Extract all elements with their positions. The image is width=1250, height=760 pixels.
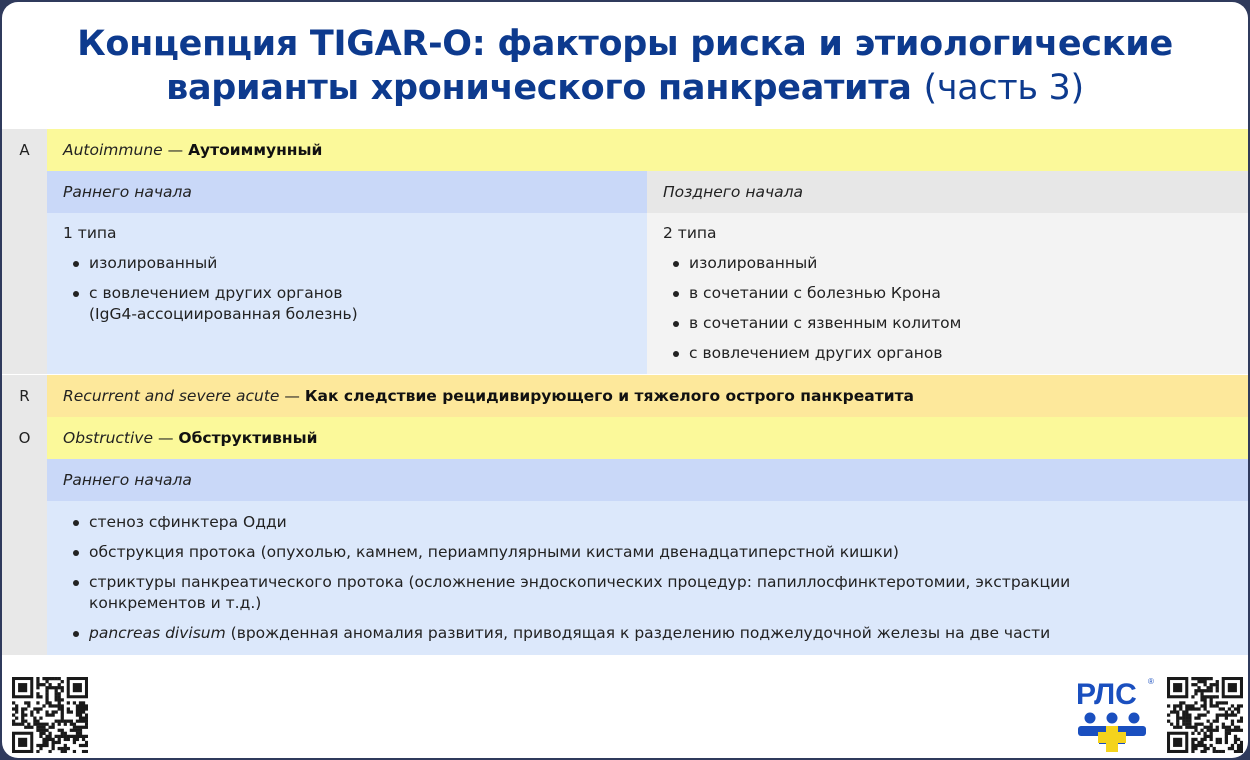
section-o-heading — [47, 417, 1248, 459]
list-item: стеноз сфинктера Одди — [63, 512, 1238, 533]
section-letter-a: A — [2, 129, 47, 171]
page-title — [2, 22, 1248, 110]
section-a-en: Autoimmune — [63, 141, 163, 159]
list-item: стриктуры панкреатического протока (осложнение эндоскопических процедур: папиллосфинктеротомии, экстракции — [63, 572, 1238, 593]
section-letter-o: O — [2, 417, 47, 459]
title-line-2-bold: варианты хронического панкреатита — [166, 68, 912, 108]
section-a-early-type: 1 типа — [63, 224, 117, 242]
title-line-1: Концепция TIGAR-O: факторы риска и этиологические — [77, 24, 1173, 64]
section-a-late-type: 2 типа — [663, 224, 717, 242]
list-item: обструкция протока (опухолью, камнем, периампулярными кистами двенадцатиперстной кишки) — [63, 542, 1238, 563]
section-o-ru: Обструктивный — [178, 429, 318, 447]
section-letter-r: R — [2, 375, 47, 417]
qr-code-left[interactable] — [12, 677, 88, 753]
section-r-ru: Как следствие рецидивирующего и тяжелого острого панкреатита — [304, 387, 915, 405]
rls-logo — [1074, 674, 1159, 754]
list-item: с вовлечением других органов — [63, 283, 637, 304]
list-item: в сочетании с болезнью Крона — [663, 283, 1238, 304]
card — [2, 2, 1248, 758]
section-o-body — [2, 459, 1248, 655]
section-a-early-label: Раннего начала — [47, 171, 647, 213]
section-r-en: Recurrent and severe acute — [63, 387, 280, 405]
section-r-heading — [47, 375, 1248, 417]
list-item-continuation: конкрементов и т.д.) — [89, 594, 262, 612]
section-o-early-label: Раннего начала — [47, 459, 1248, 501]
list-item: изолированный — [63, 253, 637, 274]
section-o-dash: — — [157, 429, 174, 447]
section-a-ru: Аутоиммунный — [188, 141, 323, 159]
logo-reg: ® — [1148, 677, 1154, 686]
section-a-late-label: Позднего начала — [647, 171, 1248, 213]
section-o-early-body — [47, 501, 1248, 655]
section-o-header-row — [2, 417, 1248, 459]
section-o-en: Obstructive — [63, 429, 154, 447]
section-a-early-body — [47, 213, 647, 374]
list-item-em: pancreas divisum — [89, 624, 226, 642]
list-item — [63, 623, 1238, 644]
section-a-body — [2, 171, 1248, 374]
section-a-gutter — [2, 171, 47, 374]
list-item-rest: (врожденная аномалия развития, приводящая к разделению поджелудочной железы на две части — [230, 624, 1051, 642]
section-o-gutter — [2, 459, 47, 655]
logo-text: РЛС — [1076, 678, 1137, 711]
list-item: с вовлечением других органов — [663, 343, 1238, 364]
qr-code-right[interactable] — [1167, 677, 1243, 753]
section-r-header-row — [2, 375, 1248, 417]
section-a-dash: — — [167, 141, 184, 159]
section-a-header-row — [2, 129, 1248, 171]
list-item-continuation: (IgG4-ассоциированная болезнь) — [89, 305, 358, 323]
section-a-heading — [47, 129, 1248, 171]
list-item: изолированный — [663, 253, 1238, 274]
section-r-dash: — — [284, 387, 300, 405]
title-part: (часть 3) — [923, 68, 1084, 108]
section-a-late-body — [647, 213, 1248, 374]
list-item: в сочетании с язвенным колитом — [663, 313, 1238, 334]
title-line-2 — [2, 66, 1248, 110]
